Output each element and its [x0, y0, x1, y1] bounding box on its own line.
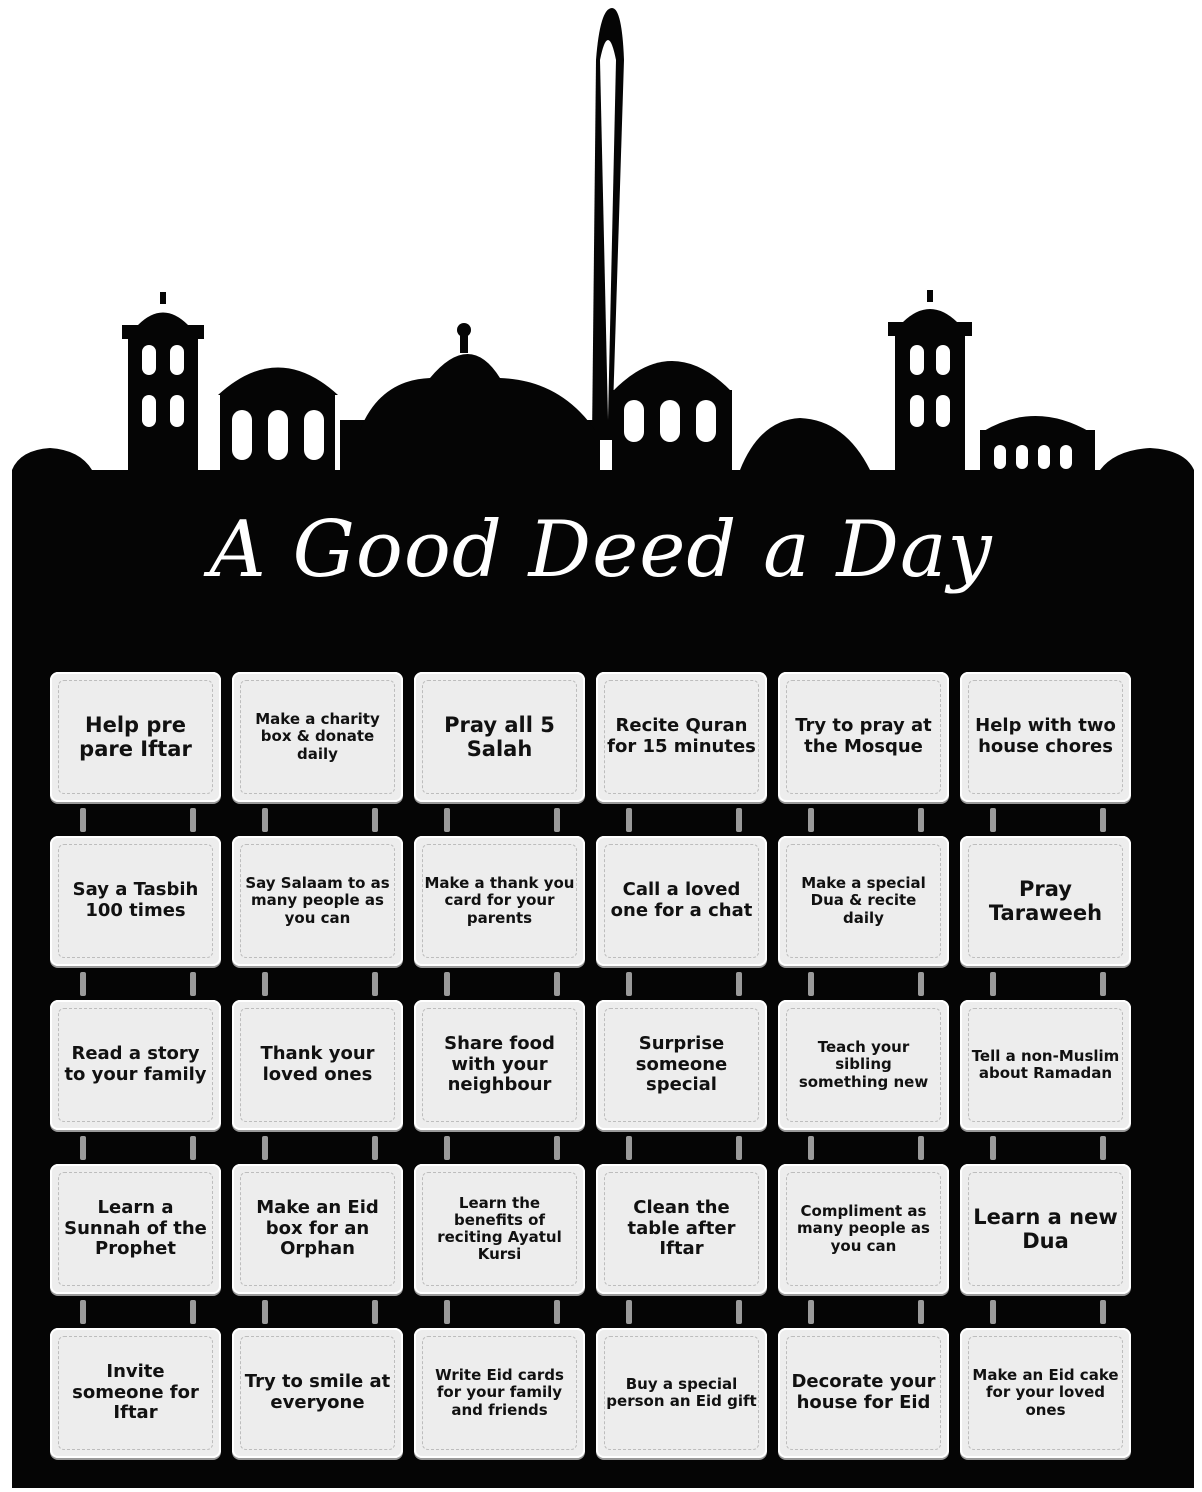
pocket-clip: [444, 808, 450, 832]
deed-pocket[interactable]: [778, 1328, 949, 1458]
pocket-clip: [554, 1300, 560, 1324]
deed-text: Call a loved one for a chat: [610, 879, 753, 921]
pocket-clip: [808, 1300, 814, 1324]
pocket-clip: [1100, 808, 1106, 832]
pocket-clip: [990, 1136, 996, 1160]
deed-pocket[interactable]: [960, 1328, 1131, 1458]
deed-text: Try to pray at the Mosque: [795, 715, 932, 757]
pocket-clip: [626, 808, 632, 832]
pocket-clip: [918, 1300, 924, 1324]
pocket-clip: [372, 972, 378, 996]
deed-text: Read a story to your family: [64, 1043, 207, 1085]
pocket-clip: [80, 1300, 86, 1324]
deed-text: Share food with your neighbour: [444, 1032, 555, 1096]
deed-text: Buy a special person an Eid gift: [606, 1374, 757, 1410]
pocket-clip: [80, 972, 86, 996]
deed-pocket[interactable]: [232, 672, 403, 802]
deed-text: Pray Taraweeh: [988, 876, 1103, 925]
deed-pocket[interactable]: [414, 1000, 585, 1130]
deed-text: Decorate your house for Eid: [791, 1371, 936, 1413]
pocket-clip: [554, 808, 560, 832]
deed-pocket-grid: [50, 672, 1162, 1452]
deed-text: Make a charity box & donate daily: [255, 710, 380, 763]
deed-text: Compliment as many people as you can: [797, 1202, 930, 1255]
pocket-clip: [918, 972, 924, 996]
deed-pocket[interactable]: [778, 672, 949, 802]
pocket-clip: [1100, 1300, 1106, 1324]
pocket-clip: [262, 1300, 268, 1324]
deed-pocket[interactable]: [960, 1164, 1131, 1294]
deed-text: Help pre pare Iftar: [79, 712, 192, 761]
deed-pocket[interactable]: [50, 1328, 221, 1458]
pocket-clip: [80, 808, 86, 832]
pocket-clip: [736, 808, 742, 832]
deed-pocket[interactable]: [414, 672, 585, 802]
deed-pocket[interactable]: [232, 1000, 403, 1130]
pocket-clip: [918, 1136, 924, 1160]
deed-text: Say a Tasbih 100 times: [72, 879, 199, 921]
calendar-title: A Good Deed a Day: [209, 505, 993, 595]
deed-text: Learn the benefits of reciting Ayatul Kursi: [437, 1193, 562, 1264]
pocket-clip: [80, 1136, 86, 1160]
pocket-clip: [736, 1136, 742, 1160]
deed-text: Say Salaam to as many people as you can: [245, 874, 390, 927]
deed-pocket[interactable]: [414, 1328, 585, 1458]
pocket-clip: [190, 1136, 196, 1160]
pocket-clip: [808, 972, 814, 996]
pocket-clip: [1100, 1136, 1106, 1160]
deed-text: Recite Quran for 15 minutes: [607, 715, 756, 757]
deed-pocket[interactable]: [50, 672, 221, 802]
deed-text: Learn a new Dua: [973, 1204, 1118, 1253]
deed-text: Thank your loved ones: [260, 1043, 375, 1085]
deed-pocket[interactable]: [596, 1328, 767, 1458]
deed-text: Make an Eid cake for your loved ones: [972, 1366, 1119, 1419]
pocket-clip: [1100, 972, 1106, 996]
deed-pocket[interactable]: [414, 836, 585, 966]
pocket-clip: [626, 1136, 632, 1160]
pocket-clip: [190, 1300, 196, 1324]
deed-pocket[interactable]: [596, 836, 767, 966]
pocket-clip: [262, 808, 268, 832]
deed-text: Teach your sibling something new: [798, 1038, 929, 1091]
pocket-clip: [808, 808, 814, 832]
pocket-clip: [808, 1136, 814, 1160]
pocket-clip: [372, 808, 378, 832]
deed-pocket[interactable]: [960, 836, 1131, 966]
pocket-clip: [190, 972, 196, 996]
pocket-clip: [372, 1136, 378, 1160]
deed-text: Invite someone for Iftar: [72, 1360, 199, 1424]
deed-pocket[interactable]: [50, 836, 221, 966]
pocket-clip: [444, 972, 450, 996]
deed-pocket[interactable]: [232, 1328, 403, 1458]
deed-pocket[interactable]: [596, 672, 767, 802]
pocket-clip: [736, 972, 742, 996]
deed-text: Learn a Sunnah of the Prophet: [64, 1196, 207, 1260]
pocket-clip: [554, 1136, 560, 1160]
pocket-clip: [444, 1300, 450, 1324]
pocket-clip: [990, 1300, 996, 1324]
pocket-clip: [918, 808, 924, 832]
deed-pocket[interactable]: [414, 1164, 585, 1294]
deed-pocket[interactable]: [960, 1000, 1131, 1130]
deed-text: Make an Eid box for an Orphan: [256, 1196, 379, 1260]
pocket-clip: [626, 972, 632, 996]
pocket-clip: [190, 808, 196, 832]
deed-pocket[interactable]: [50, 1164, 221, 1294]
deed-pocket[interactable]: [778, 836, 949, 966]
deed-pocket[interactable]: [232, 1164, 403, 1294]
pocket-clip: [262, 1136, 268, 1160]
deed-text: Make a thank you card for your parents: [424, 874, 575, 927]
pocket-clip: [990, 972, 996, 996]
deed-text: Help with two house chores: [975, 715, 1116, 757]
pocket-clip: [262, 972, 268, 996]
deed-pocket[interactable]: [50, 1000, 221, 1130]
deed-pocket[interactable]: [960, 672, 1131, 802]
deed-pocket[interactable]: [778, 1164, 949, 1294]
deed-pocket[interactable]: [596, 1164, 767, 1294]
pocket-clip: [626, 1300, 632, 1324]
pocket-clip: [990, 808, 996, 832]
pocket-clip: [444, 1136, 450, 1160]
pocket-clip: [554, 972, 560, 996]
pocket-clip: [372, 1300, 378, 1324]
deed-text: Try to smile at everyone: [244, 1371, 391, 1413]
deed-text: Tell a non-Muslim about Ramadan: [971, 1046, 1120, 1082]
deed-text: Surprise someone special: [635, 1032, 728, 1096]
deed-pocket[interactable]: [778, 1000, 949, 1130]
deed-text: Make a special Dua & recite daily: [801, 874, 926, 927]
deed-text: Clean the table after Iftar: [627, 1196, 736, 1260]
pocket-clip: [736, 1300, 742, 1324]
deed-pocket[interactable]: [232, 836, 403, 966]
deed-text: Write Eid cards for your family and friends: [435, 1366, 564, 1419]
deed-text: Pray all 5 Salah: [444, 712, 555, 761]
deed-pocket[interactable]: [596, 1000, 767, 1130]
